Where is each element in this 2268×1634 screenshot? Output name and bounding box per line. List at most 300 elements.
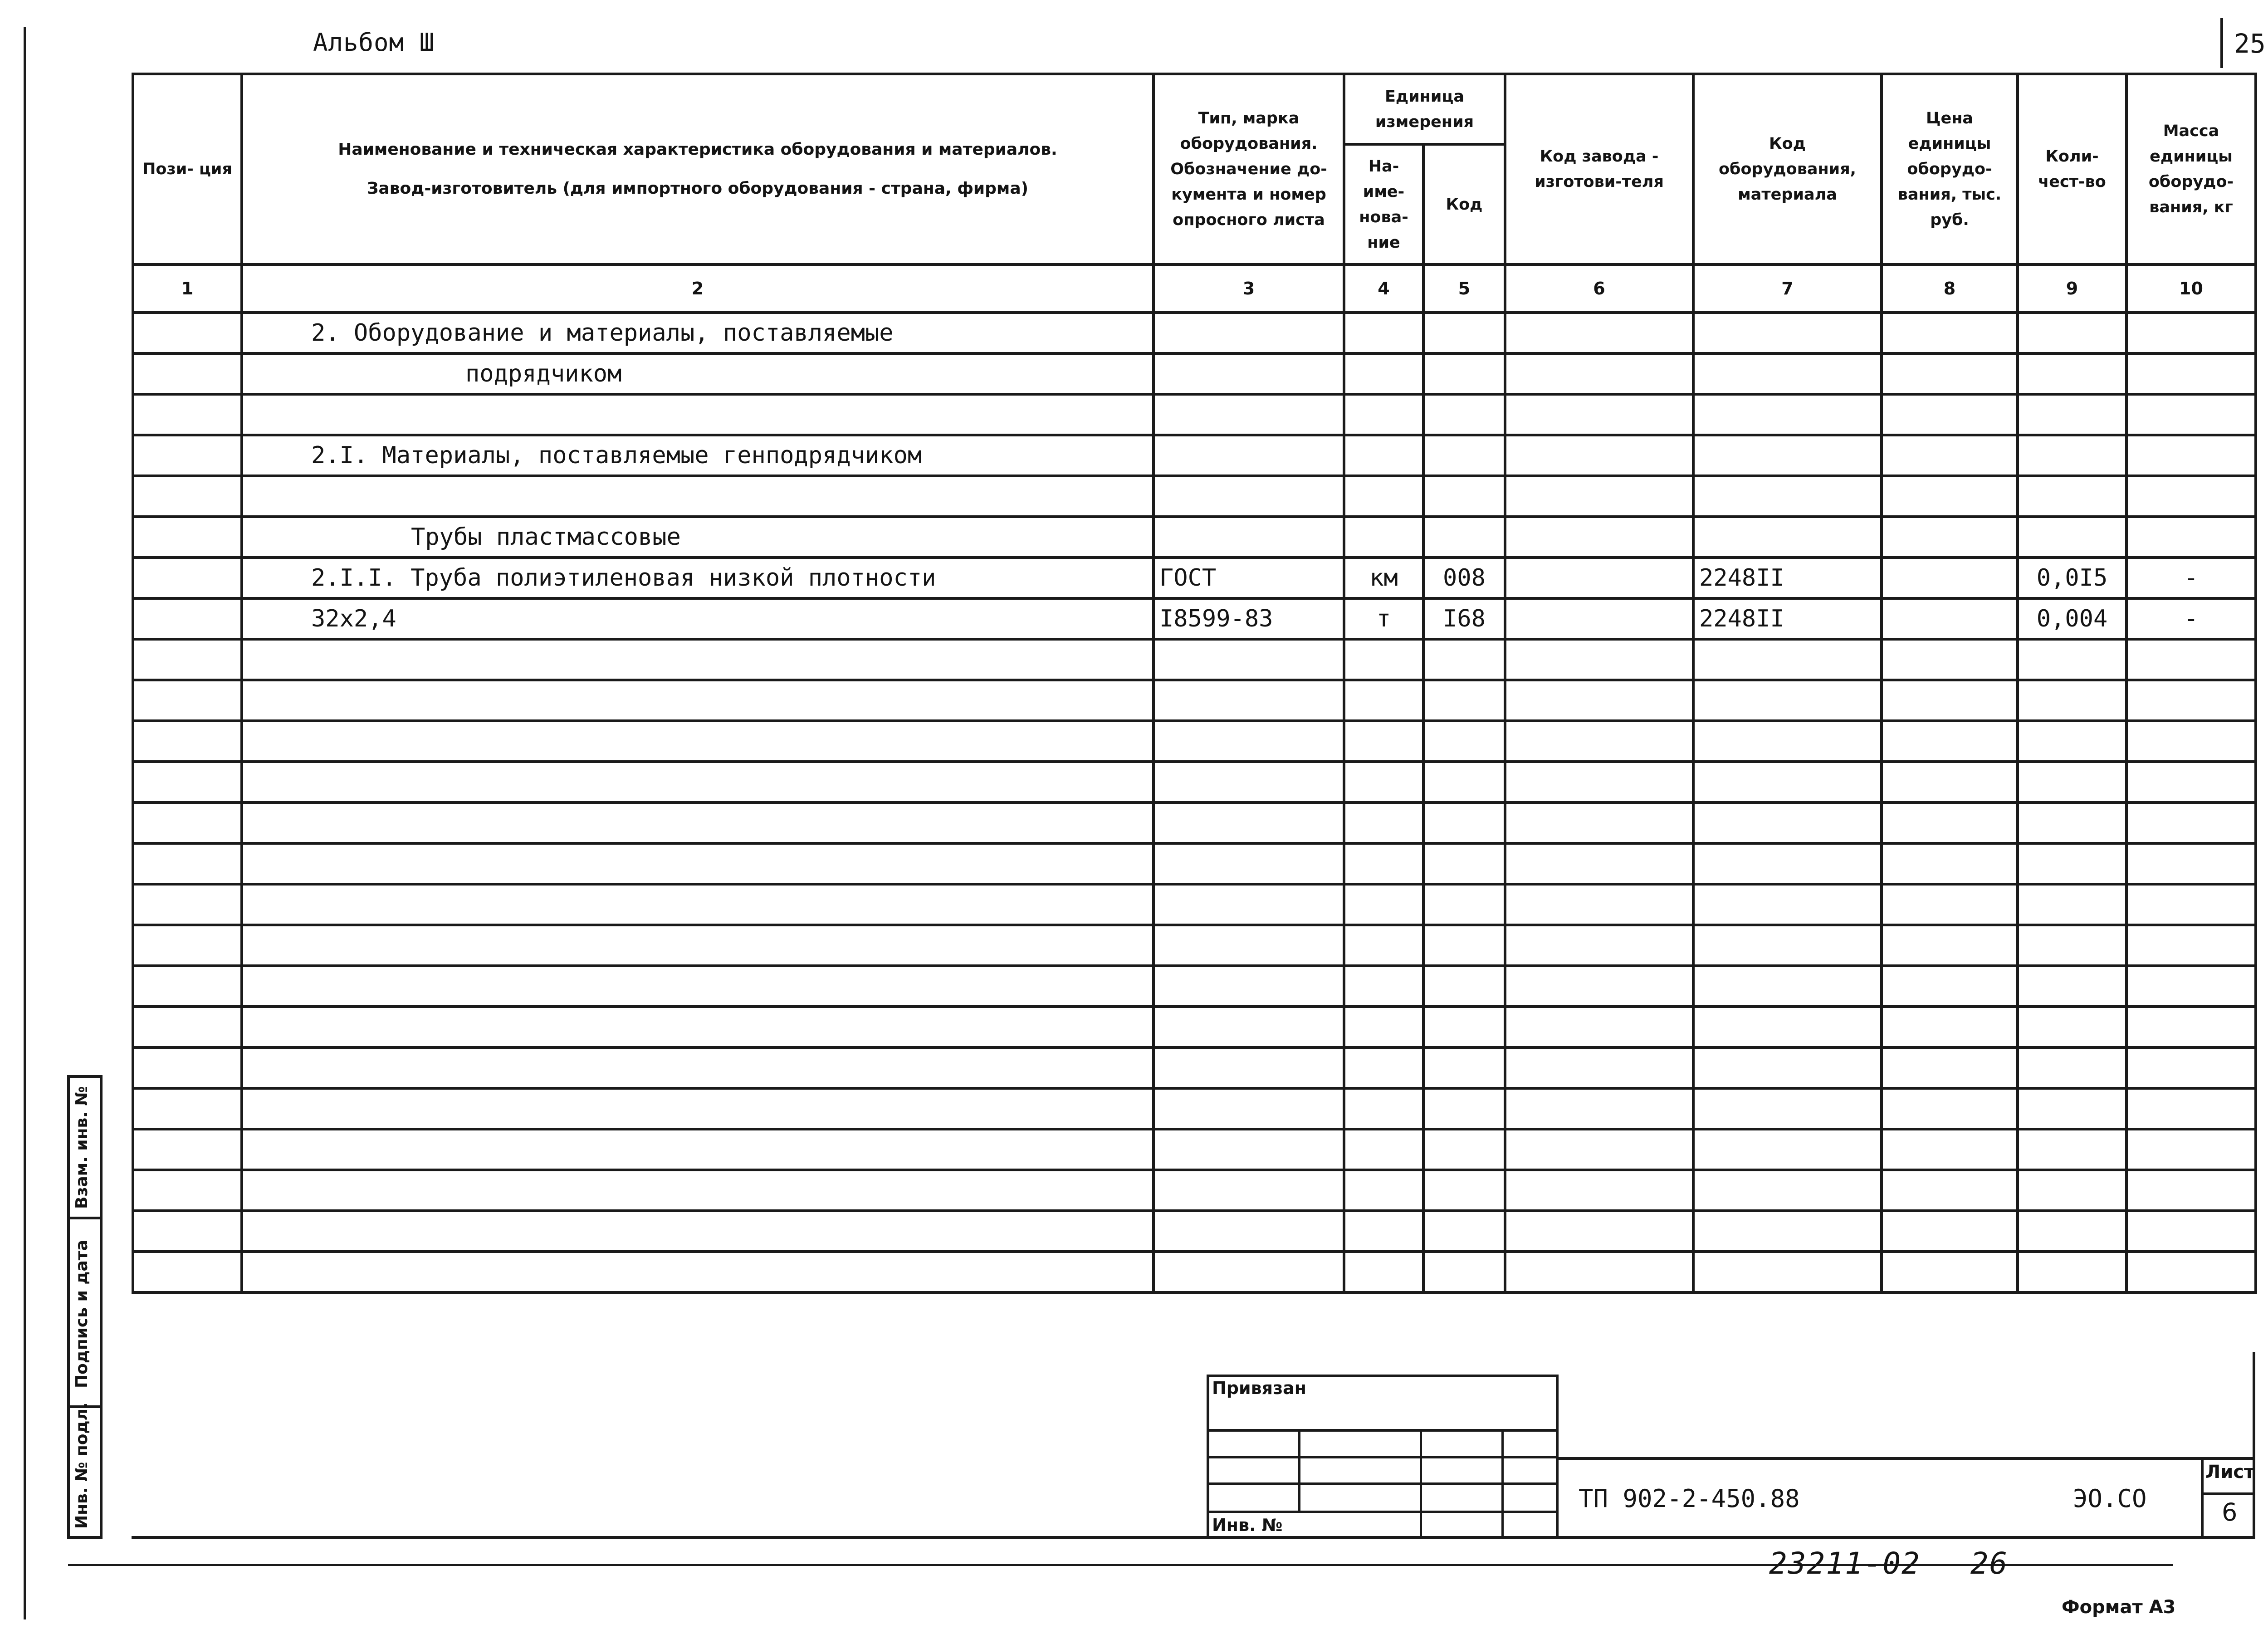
table-cell-ucode [1423, 1252, 1505, 1292]
right-top-line [2220, 18, 2223, 68]
table-cell-unit [1344, 843, 1423, 884]
table-cell-ucode [1423, 1047, 1505, 1088]
table-cell-unit [1344, 435, 1423, 476]
table-cell-ecode [1693, 925, 1882, 966]
table-cell-ucode [1423, 435, 1505, 476]
table-cell-qty: 0,004 [2018, 598, 2126, 639]
column-number: 5 [1423, 264, 1505, 313]
table-cell-mass [2126, 1007, 2256, 1047]
table-cell-fcode [1505, 1252, 1693, 1292]
table-cell-ucode [1423, 925, 1505, 966]
table-cell-ecode [1693, 435, 1882, 476]
table-cell-mass [2126, 1211, 2256, 1252]
table-cell-ucode [1423, 517, 1505, 558]
table-cell-ucode [1423, 1170, 1505, 1211]
table-cell-mass: - [2126, 598, 2256, 639]
table-cell-pos [133, 1007, 242, 1047]
table-cell-ucode [1423, 1129, 1505, 1170]
table-cell-qty [2018, 1129, 2126, 1170]
table-cell-ucode [1423, 394, 1505, 435]
table-cell-ucode [1423, 639, 1505, 680]
table-cell-type [1154, 1047, 1344, 1088]
table-cell-ecode [1693, 1047, 1882, 1088]
table-cell-pos [133, 517, 242, 558]
table-cell-name: 2.I. Материалы, поставляемые генподрядчиком [242, 435, 1154, 476]
table-cell-unit [1344, 517, 1423, 558]
table-cell-ecode [1693, 843, 1882, 884]
table-cell-mass [2126, 925, 2256, 966]
header-type: Тип, марка оборудования. Обозначение до-кумента и номер опросного листа [1154, 74, 1344, 264]
table-cell-qty [2018, 1007, 2126, 1047]
table-cell-pos [133, 639, 242, 680]
table-cell-ucode [1423, 762, 1505, 802]
table-cell-unit [1344, 1047, 1423, 1088]
table-cell-unit [1344, 680, 1423, 721]
table-cell-ucode [1423, 1211, 1505, 1252]
left-binding-line [24, 27, 26, 1619]
table-row [133, 966, 2256, 1007]
inv-number-label: Инв. № [1212, 1515, 1283, 1535]
table-cell-fcode [1505, 1007, 1693, 1047]
table-cell-pos [133, 598, 242, 639]
table-row [133, 762, 2256, 802]
table-cell-unit [1344, 884, 1423, 925]
column-number: 6 [1505, 264, 1693, 313]
table-cell-mass [2126, 1088, 2256, 1129]
table-cell-unit [1344, 802, 1423, 843]
table-cell-fcode [1505, 925, 1693, 966]
table-cell-ucode [1423, 476, 1505, 517]
document-code: ТП 902-2-450.88 [1579, 1484, 1800, 1513]
table-cell-ecode [1693, 1088, 1882, 1129]
table-cell-unit [1344, 476, 1423, 517]
table-cell-mass [2126, 517, 2256, 558]
table-cell-ecode [1693, 966, 1882, 1007]
table-cell-price [1882, 1170, 2018, 1211]
table-cell-qty [2018, 435, 2126, 476]
table-cell-ecode [1693, 639, 1882, 680]
table-cell-mass [2126, 721, 2256, 762]
column-number: 8 [1882, 264, 2018, 313]
table-cell-type [1154, 966, 1344, 1007]
table-cell-unit [1344, 762, 1423, 802]
table-row [133, 1007, 2256, 1047]
table-row [133, 802, 2256, 843]
table-cell-ecode [1693, 762, 1882, 802]
table-cell-unit [1344, 394, 1423, 435]
table-cell-type [1154, 925, 1344, 966]
header-unit-code: Код [1423, 144, 1505, 264]
table-cell-type [1154, 476, 1344, 517]
table-cell-ucode [1423, 353, 1505, 394]
table-cell-qty [2018, 762, 2126, 802]
table-cell-type [1154, 843, 1344, 884]
table-cell-ucode [1423, 884, 1505, 925]
table-cell-price [1882, 1088, 2018, 1129]
table-cell-qty [2018, 517, 2126, 558]
table-cell-unit: км [1344, 558, 1423, 598]
table-cell-type [1154, 680, 1344, 721]
table-cell-fcode [1505, 1170, 1693, 1211]
table-cell-qty [2018, 884, 2126, 925]
table-row [133, 394, 2256, 435]
table-cell-qty [2018, 394, 2126, 435]
specification-table [132, 73, 2257, 1294]
table-row [133, 1047, 2256, 1088]
table-row [133, 680, 2256, 721]
table-cell-ucode [1423, 721, 1505, 762]
header-unit-name: На-име-нова-ние [1344, 144, 1423, 264]
table-row [133, 1252, 2256, 1292]
table-cell-ecode [1693, 802, 1882, 843]
table-cell-price [1882, 680, 2018, 721]
table-cell-mass [2126, 802, 2256, 843]
table-cell-mass [2126, 1047, 2256, 1088]
table-cell-ecode [1693, 884, 1882, 925]
table-cell-fcode [1505, 843, 1693, 884]
table-cell-type [1154, 1129, 1344, 1170]
table-row [133, 884, 2256, 925]
table-row [133, 925, 2256, 966]
table-row [133, 1129, 2256, 1170]
table-row [133, 843, 2256, 884]
table-cell-price [1882, 884, 2018, 925]
table-cell-name [242, 680, 1154, 721]
table-cell-qty: 0,0I5 [2018, 558, 2126, 598]
table-cell-unit [1344, 966, 1423, 1007]
table-cell-mass [2126, 313, 2256, 353]
table-cell-price [1882, 721, 2018, 762]
table-cell-qty [2018, 476, 2126, 517]
table-cell-pos [133, 721, 242, 762]
table-cell-pos [133, 558, 242, 598]
sheet-label: Лист [2205, 1462, 2255, 1482]
privyazan-label: Привязан [1212, 1378, 1307, 1398]
table-cell-ecode [1693, 1211, 1882, 1252]
table-cell-ucode [1423, 802, 1505, 843]
table-cell-mass [2126, 476, 2256, 517]
table-cell-mass [2126, 639, 2256, 680]
table-cell-unit [1344, 925, 1423, 966]
table-cell-name: 2.I.I. Труба полиэтиленовая низкой плотности [242, 558, 1154, 598]
table-cell-type [1154, 1211, 1344, 1252]
table-cell-fcode [1505, 558, 1693, 598]
table-cell-pos [133, 1170, 242, 1211]
table-row [133, 598, 2256, 639]
table-cell-qty [2018, 680, 2126, 721]
table-cell-mass [2126, 680, 2256, 721]
header-position: Пози- ция [133, 74, 242, 264]
table-cell-qty [2018, 843, 2126, 884]
table-cell-type: ГОСТ [1154, 558, 1344, 598]
table-cell-mass [2126, 435, 2256, 476]
table-cell-name [242, 721, 1154, 762]
header-name-line1: Наименование и техническая характеристика оборудования и материалов. [338, 140, 1057, 159]
table-cell-name: Трубы пластмассовые [242, 517, 1154, 558]
table-cell-unit [1344, 639, 1423, 680]
table-cell-ecode [1693, 394, 1882, 435]
table-row [133, 1211, 2256, 1252]
table-cell-fcode [1505, 517, 1693, 558]
table-cell-mass [2126, 394, 2256, 435]
table-cell-price [1882, 843, 2018, 884]
table-cell-mass [2126, 1252, 2256, 1292]
table-row [133, 476, 2256, 517]
table-cell-name [242, 1129, 1154, 1170]
table-cell-ecode: 2248II [1693, 558, 1882, 598]
table-cell-qty [2018, 925, 2126, 966]
table-cell-ucode [1423, 843, 1505, 884]
table-cell-mass [2126, 966, 2256, 1007]
table-cell-type [1154, 313, 1344, 353]
table-cell-ucode [1423, 313, 1505, 353]
table-cell-name [242, 1211, 1154, 1252]
header-quantity: Коли-чест-во [2018, 74, 2126, 264]
table-cell-mass [2126, 762, 2256, 802]
table-cell-pos [133, 353, 242, 394]
handwritten-code: 23211-02 [1769, 1546, 1921, 1581]
table-cell-name [242, 476, 1154, 517]
table-cell-type [1154, 1170, 1344, 1211]
table-cell-ecode [1693, 1129, 1882, 1170]
table-cell-fcode [1505, 1211, 1693, 1252]
table-cell-pos [133, 884, 242, 925]
table-cell-pos [133, 394, 242, 435]
header-name [242, 74, 1154, 264]
handwritten-annotation [1769, 1546, 2058, 1581]
table-cell-pos [133, 925, 242, 966]
table-cell-price [1882, 1129, 2018, 1170]
table-cell-fcode [1505, 476, 1693, 517]
table-cell-price [1882, 558, 2018, 598]
header-name-line2: Завод-изготовитель (для импортного оборудования - страна, фирма) [367, 179, 1029, 198]
table-cell-fcode [1505, 353, 1693, 394]
table-cell-fcode [1505, 966, 1693, 1007]
table-cell-price [1882, 476, 2018, 517]
table-cell-price [1882, 1007, 2018, 1047]
table-cell-mass [2126, 1129, 2256, 1170]
table-cell-qty [2018, 802, 2126, 843]
column-number: 10 [2126, 264, 2256, 313]
table-cell-fcode [1505, 1047, 1693, 1088]
table-cell-name [242, 925, 1154, 966]
table-cell-unit: т [1344, 598, 1423, 639]
table-cell-price [1882, 435, 2018, 476]
table-cell-name [242, 639, 1154, 680]
table-cell-ucode [1423, 1088, 1505, 1129]
table-row [133, 721, 2256, 762]
table-cell-ecode [1693, 1007, 1882, 1047]
table-cell-name: 2. Оборудование и материалы, поставляемые [242, 313, 1154, 353]
table-cell-ucode: 008 [1423, 558, 1505, 598]
table-cell-mass: - [2126, 558, 2256, 598]
table-cell-ucode [1423, 966, 1505, 1007]
table-cell-qty [2018, 1211, 2126, 1252]
document-section: ЭО.СО [2073, 1484, 2147, 1513]
table-cell-pos [133, 680, 242, 721]
table-row [133, 353, 2256, 394]
table-cell-price [1882, 313, 2018, 353]
table-cell-qty [2018, 639, 2126, 680]
table-cell-price [1882, 598, 2018, 639]
table-cell-unit [1344, 1211, 1423, 1252]
table-cell-qty [2018, 1252, 2126, 1292]
table-cell-fcode [1505, 762, 1693, 802]
album-title: Альбом Ш [313, 28, 435, 57]
sheet-number: 6 [2222, 1498, 2238, 1526]
table-cell-ecode [1693, 353, 1882, 394]
table-cell-mass [2126, 1170, 2256, 1211]
table-row [133, 1170, 2256, 1211]
table-cell-pos [133, 762, 242, 802]
table-cell-qty [2018, 313, 2126, 353]
table-cell-unit [1344, 1088, 1423, 1129]
table-cell-type [1154, 1007, 1344, 1047]
table-cell-ecode [1693, 680, 1882, 721]
table-cell-price [1882, 925, 2018, 966]
table-cell-ucode: I68 [1423, 598, 1505, 639]
table-cell-pos [133, 313, 242, 353]
table-cell-pos [133, 476, 242, 517]
table-cell-qty [2018, 1047, 2126, 1088]
table-cell-name [242, 843, 1154, 884]
table-cell-fcode [1505, 598, 1693, 639]
table-cell-fcode [1505, 394, 1693, 435]
table-cell-fcode [1505, 802, 1693, 843]
table-cell-type [1154, 353, 1344, 394]
table-cell-fcode [1505, 1129, 1693, 1170]
table-row [133, 517, 2256, 558]
table-cell-pos [133, 843, 242, 884]
table-cell-unit [1344, 721, 1423, 762]
column-number: 4 [1344, 264, 1423, 313]
table-cell-qty [2018, 721, 2126, 762]
table-cell-type [1154, 721, 1344, 762]
header-equipment-code: Код оборудования, материала [1693, 74, 1882, 264]
table-cell-ecode [1693, 1170, 1882, 1211]
table-cell-type [1154, 884, 1344, 925]
table-row [133, 558, 2256, 598]
table-cell-type [1154, 1088, 1344, 1129]
table-cell-mass [2126, 843, 2256, 884]
header-unit-group: Единица измерения [1344, 74, 1505, 144]
table-cell-fcode [1505, 680, 1693, 721]
table-cell-price [1882, 762, 2018, 802]
table-cell-ecode [1693, 517, 1882, 558]
table-cell-price [1882, 802, 2018, 843]
table-cell-price [1882, 517, 2018, 558]
table-cell-name [242, 966, 1154, 1007]
table-cell-qty [2018, 1088, 2126, 1129]
format-label: Формат А3 [2062, 1597, 2176, 1618]
table-cell-unit [1344, 353, 1423, 394]
table-cell-pos [133, 966, 242, 1007]
inv-replace-label: Взам. инв. № [73, 1086, 91, 1209]
table-cell-pos [133, 1047, 242, 1088]
table-row [133, 639, 2256, 680]
table-cell-pos [133, 1088, 242, 1129]
table-cell-price [1882, 1252, 2018, 1292]
table-cell-fcode [1505, 721, 1693, 762]
table-cell-fcode [1505, 313, 1693, 353]
table-cell-unit [1344, 313, 1423, 353]
table-cell-unit [1344, 1252, 1423, 1292]
table-cell-ecode [1693, 1252, 1882, 1292]
table-cell-name [242, 1088, 1154, 1129]
table-cell-name [242, 884, 1154, 925]
column-number: 1 [133, 264, 242, 313]
column-number: 7 [1693, 264, 1882, 313]
table-cell-price [1882, 1047, 2018, 1088]
table-cell-pos [133, 1252, 242, 1292]
table-row [133, 313, 2256, 353]
table-cell-name [242, 1047, 1154, 1088]
table-cell-mass [2126, 884, 2256, 925]
table-cell-pos [133, 1129, 242, 1170]
table-cell-name: 32х2,4 [242, 598, 1154, 639]
table-cell-type [1154, 394, 1344, 435]
table-cell-qty [2018, 353, 2126, 394]
table-cell-name [242, 762, 1154, 802]
column-number: 2 [242, 264, 1154, 313]
table-cell-fcode [1505, 435, 1693, 476]
table-cell-unit [1344, 1170, 1423, 1211]
table-cell-type [1154, 1252, 1344, 1292]
table-cell-pos [133, 802, 242, 843]
table-cell-ecode [1693, 313, 1882, 353]
table-cell-ecode [1693, 721, 1882, 762]
table-cell-name [242, 1252, 1154, 1292]
table-cell-type [1154, 435, 1344, 476]
table-cell-fcode [1505, 639, 1693, 680]
table-cell-pos [133, 435, 242, 476]
table-cell-ecode [1693, 476, 1882, 517]
table-cell-mass [2126, 353, 2256, 394]
table-cell-fcode [1505, 1088, 1693, 1129]
top-sheet-number: 25 [2234, 28, 2266, 59]
table-row [133, 1088, 2256, 1129]
table-cell-price [1882, 966, 2018, 1007]
table-cell-ucode [1423, 1007, 1505, 1047]
table-cell-price [1882, 639, 2018, 680]
table-cell-name [242, 394, 1154, 435]
header-mass: Масса единицы оборудо-вания, кг [2126, 74, 2256, 264]
handwritten-page: 26 [1970, 1546, 2009, 1581]
table-cell-ecode: 2248II [1693, 598, 1882, 639]
column-number: 9 [2018, 264, 2126, 313]
table-cell-unit [1344, 1129, 1423, 1170]
table-cell-type: I8599-83 [1154, 598, 1344, 639]
column-number-row [133, 264, 2256, 313]
table-cell-unit [1344, 1007, 1423, 1047]
table-cell-name [242, 802, 1154, 843]
table-row [133, 435, 2256, 476]
table-cell-pos [133, 1211, 242, 1252]
table-cell-price [1882, 394, 2018, 435]
table-cell-price [1882, 1211, 2018, 1252]
table-cell-price [1882, 353, 2018, 394]
table-cell-type [1154, 517, 1344, 558]
inv-original-label: Инв. № подл. [73, 1402, 91, 1529]
table-cell-type [1154, 639, 1344, 680]
table-cell-qty [2018, 1170, 2126, 1211]
table-cell-name [242, 1170, 1154, 1211]
header-price: Цена единицы оборудо-вания, тыс. руб. [1882, 74, 2018, 264]
table-cell-ucode [1423, 680, 1505, 721]
table-cell-qty [2018, 966, 2126, 1007]
header-factory-code: Код завода - изготови-теля [1505, 74, 1693, 264]
table-cell-name [242, 1007, 1154, 1047]
